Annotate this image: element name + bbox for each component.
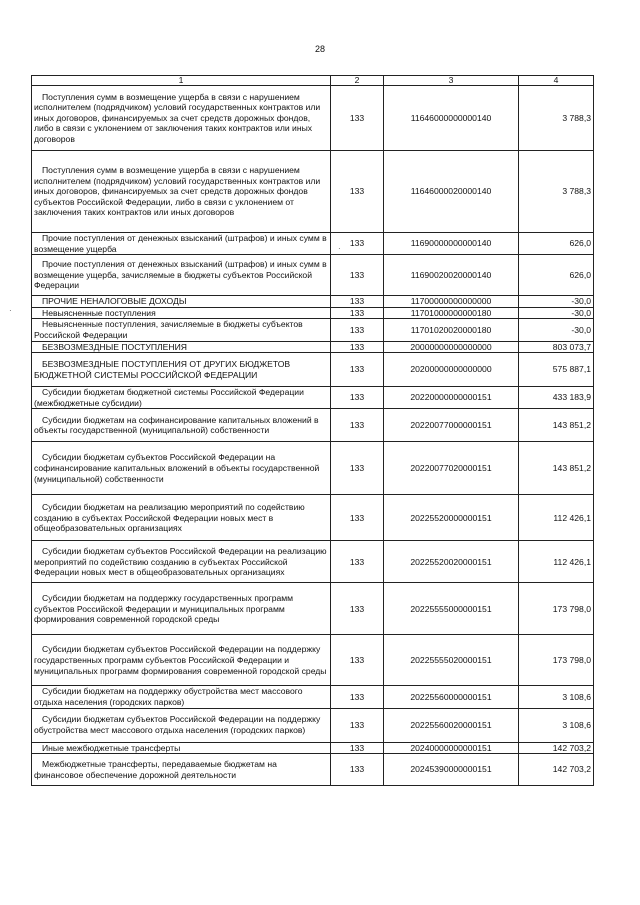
table-row (32, 442, 594, 495)
row-name: Субсидии бюджетам субъектов Российской Федерации на поддержку государственных программ субъектов Российской Федерации и муниципальных программ формирования современной городской среды (32, 635, 331, 686)
row-name: Иные межбюджетные трансферты (32, 742, 331, 754)
row-amount: -30,0 (519, 319, 594, 341)
row-amount: 142 703,2 (519, 754, 594, 786)
row-amount: 142 703,2 (519, 742, 594, 754)
page-number: 28 (314, 44, 325, 54)
row-budget-code: 11690020020000140 (384, 255, 519, 296)
row-admin-code: 133 (331, 686, 384, 708)
row-name: Невыясненные поступления (32, 307, 331, 319)
row-admin-code: 133 (331, 742, 384, 754)
column-header: 1 (32, 76, 331, 86)
row-budget-code: 11690000000000140 (384, 233, 519, 255)
column-header: 2 (331, 76, 384, 86)
column-header: 3 (384, 76, 519, 86)
table-row (32, 754, 594, 786)
table-row (32, 495, 594, 541)
row-name: Прочие поступления от денежных взысканий (штрафов) и иных сумм в возмещение ущерба (32, 233, 331, 255)
row-budget-code: 11646000020000140 (384, 151, 519, 233)
row-amount: 3 108,6 (519, 708, 594, 742)
row-amount: 112 426,1 (519, 541, 594, 583)
table-row (32, 635, 594, 686)
row-admin-code: 133 (331, 387, 384, 409)
row-budget-code: 20200000000000000 (384, 353, 519, 387)
table-row (32, 307, 594, 319)
column-header: 4 (519, 76, 594, 86)
row-admin-code: 133 (331, 583, 384, 635)
row-amount: 143 851,2 (519, 442, 594, 495)
row-name: Субсидии бюджетам субъектов Российской Федерации на софинансирование капитальных вложений в объекты государственной (муниципальной) собственности (32, 442, 331, 495)
table-row (32, 541, 594, 583)
scan-mark: · (338, 244, 341, 253)
row-budget-code: 20220077000000151 (384, 409, 519, 442)
row-budget-code: 20225520000000151 (384, 495, 519, 541)
row-amount: 112 426,1 (519, 495, 594, 541)
row-amount: -30,0 (519, 307, 594, 319)
row-admin-code: 133 (331, 151, 384, 233)
row-name: Субсидии бюджетам на поддержку государственных программ субъектов Российской Федерации и муниципальных программ формирования современной городской среды (32, 583, 331, 635)
row-budget-code: 20245390000000151 (384, 754, 519, 786)
row-name: ПРОЧИЕ НЕНАЛОГОВЫЕ ДОХОДЫ (32, 296, 331, 308)
row-admin-code: 133 (331, 296, 384, 308)
table-row (32, 409, 594, 442)
row-admin-code: 133 (331, 233, 384, 255)
row-budget-code: 20240000000000151 (384, 742, 519, 754)
row-amount: 173 798,0 (519, 583, 594, 635)
row-amount: 3 108,6 (519, 686, 594, 708)
table-row (32, 296, 594, 308)
table-header-row (32, 76, 594, 86)
row-name: Субсидии бюджетам бюджетной системы Российской Федерации (межбюджетные субсидии) (32, 387, 331, 409)
row-amount: 433 183,9 (519, 387, 594, 409)
row-admin-code: 133 (331, 353, 384, 387)
row-name: Субсидии бюджетам на поддержку обустройства мест массового отдыха населения (городских парков) (32, 686, 331, 708)
row-budget-code: 11701020020000180 (384, 319, 519, 341)
table-row (32, 341, 594, 353)
row-admin-code: 133 (331, 86, 384, 151)
row-name: Субсидии бюджетам на софинансирование капитальных вложений в объекты государственной (муниципальной) собственности (32, 409, 331, 442)
row-admin-code: 133 (331, 341, 384, 353)
row-name: Субсидии бюджетам субъектов Российской Федерации на реализацию мероприятий по содействию созданию в субъектах Российской Федерации новых мест в общеобразовательных организациях (32, 541, 331, 583)
table-row (32, 255, 594, 296)
row-amount: 143 851,2 (519, 409, 594, 442)
row-admin-code: 133 (331, 255, 384, 296)
table-row (32, 319, 594, 341)
row-budget-code: 11700000000000000 (384, 296, 519, 308)
row-amount: 173 798,0 (519, 635, 594, 686)
row-budget-code: 20225560000000151 (384, 686, 519, 708)
row-name: Поступления сумм в возмещение ущерба в связи с нарушением исполнителем (подрядчиком) условий государственных контрактов или иных договоров, финансируемых за счет средств дорожных фондов, либо в связи с уклонением от заключения таких контрактов или иных договоров (32, 86, 331, 151)
row-budget-code: 20220077020000151 (384, 442, 519, 495)
row-name: БЕЗВОЗМЕЗДНЫЕ ПОСТУПЛЕНИЯ ОТ ДРУГИХ БЮДЖЕТОВ БЮДЖЕТНОЙ СИСТЕМЫ РОССИЙСКОЙ ФЕДЕРАЦИИ (32, 353, 331, 387)
table-row (32, 686, 594, 708)
row-name: БЕЗВОЗМЕЗДНЫЕ ПОСТУПЛЕНИЯ (32, 341, 331, 353)
table-row (32, 151, 594, 233)
revenue-table (31, 75, 594, 786)
row-budget-code: 20225555020000151 (384, 635, 519, 686)
row-budget-code: 20225560020000151 (384, 708, 519, 742)
row-admin-code: 133 (331, 319, 384, 341)
row-admin-code: 133 (331, 442, 384, 495)
row-name: Невыясненные поступления, зачисляемые в бюджеты субъектов Российской Федерации (32, 319, 331, 341)
row-admin-code: 133 (331, 708, 384, 742)
row-amount: 575 887,1 (519, 353, 594, 387)
table-row (32, 742, 594, 754)
row-amount: 626,0 (519, 255, 594, 296)
table-row (32, 86, 594, 151)
table-row (32, 387, 594, 409)
row-amount: -30,0 (519, 296, 594, 308)
row-amount: 803 073,7 (519, 341, 594, 353)
row-budget-code: 11701000000000180 (384, 307, 519, 319)
row-name: Субсидии бюджетам на реализацию мероприятий по содействию созданию в субъектах Российской Федерации новых мест в общеобразовательных организациях (32, 495, 331, 541)
row-amount: 3 788,3 (519, 151, 594, 233)
row-name: Межбюджетные трансферты, передаваемые бюджетам на финансовое обеспечение дорожной деятельности (32, 754, 331, 786)
row-admin-code: 133 (331, 495, 384, 541)
table-row (32, 583, 594, 635)
row-admin-code: 133 (331, 754, 384, 786)
row-name: Субсидии бюджетам субъектов Российской Федерации на поддержку обустройства мест массового отдыха населения (городских парков) (32, 708, 331, 742)
row-admin-code: 133 (331, 307, 384, 319)
table-row (32, 708, 594, 742)
row-budget-code: 20225555000000151 (384, 583, 519, 635)
row-budget-code: 20000000000000000 (384, 341, 519, 353)
row-budget-code: 20220000000000151 (384, 387, 519, 409)
row-name: Прочие поступления от денежных взысканий (штрафов) и иных сумм в возмещение ущерба, зачисляемые в бюджеты субъектов Российской Федерации (32, 255, 331, 296)
row-amount: 3 788,3 (519, 86, 594, 151)
table-row (32, 353, 594, 387)
row-amount: 626,0 (519, 233, 594, 255)
row-budget-code: 11646000000000140 (384, 86, 519, 151)
table-row (32, 233, 594, 255)
row-name: Поступления сумм в возмещение ущерба в связи с нарушением исполнителем (подрядчиком) условий государственных контрактов или иных договоров, финансируемых за счет средств дорожных фондов субъектов Российской Федерации, либо в связи с уклонением от заключения таких контрактов или иных договоров (32, 151, 331, 233)
row-admin-code: 133 (331, 635, 384, 686)
row-admin-code: 133 (331, 541, 384, 583)
scan-mark: · (9, 306, 12, 315)
row-budget-code: 20225520020000151 (384, 541, 519, 583)
row-admin-code: 133 (331, 409, 384, 442)
